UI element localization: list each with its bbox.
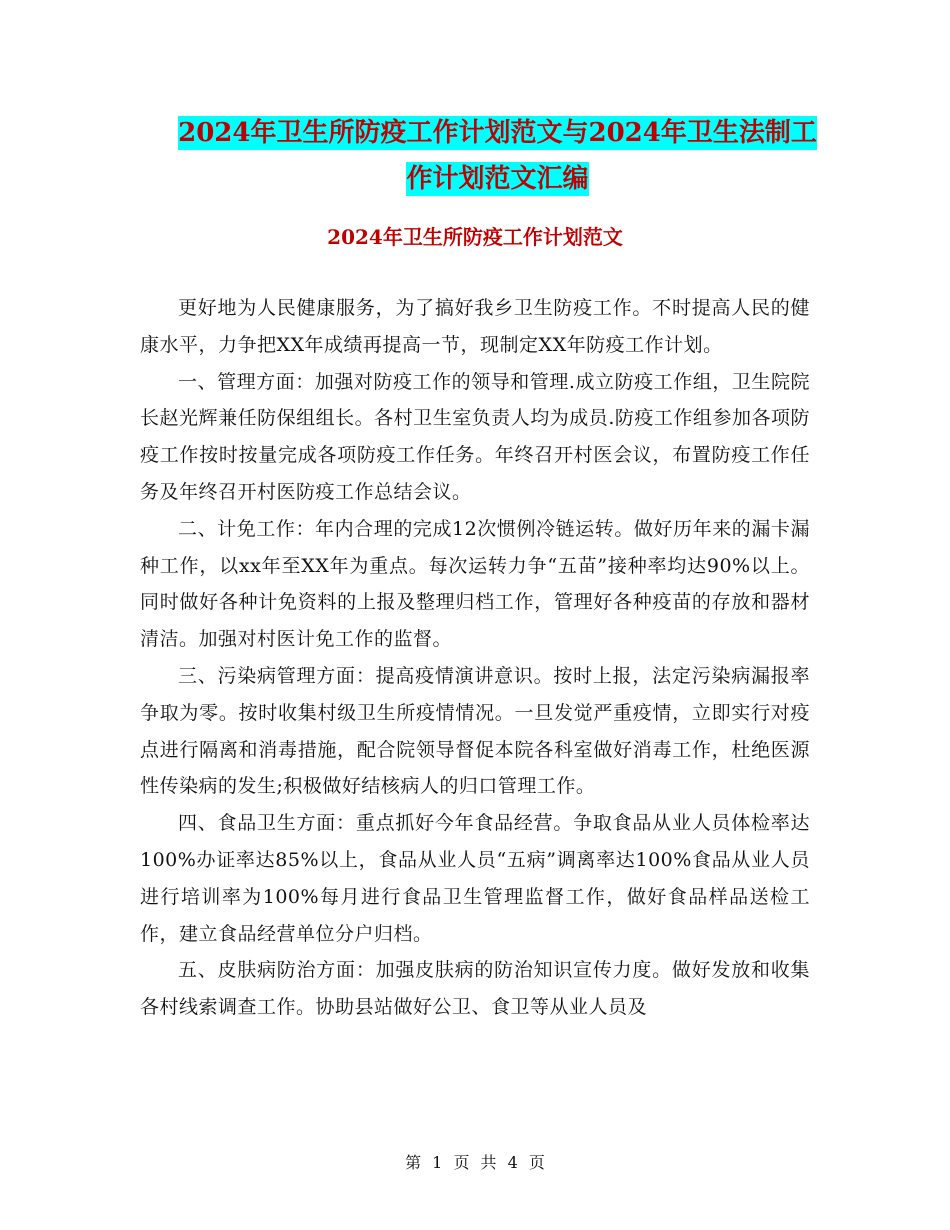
paragraph-skin-disease: 五、皮肤病防治方面：加强皮肤病的防治知识宣传力度。做好发放和收集各村线索调查工作。协助县站做好公卫、食卫等从业人员及 (140, 959, 810, 1019)
paragraph-intro: 更好地为人民健康服务，为了搞好我乡卫生防疫工作。不时提高人民的健康水平，力争把XX年成绩再提高一节，现制定XX年防疫工作计划。 (140, 297, 810, 356)
paragraph-management: 一、管理方面：加强对防疫工作的领导和管理.成立防疫工作组，卫生院院长赵光辉兼任防保组组长。各村卫生室负责人均为成员.防疫工作组参加各项防疫工作按时按量完成各项防疫工作任务。年终召开村医会议，布置防疫工作任务及年终召开村医防疫工作总结会议。 (140, 370, 810, 503)
section-title: 2024年卫生所防疫工作计划范文 (327, 225, 623, 249)
document-title (140, 110, 855, 202)
paragraph-food-hygiene: 四、食品卫生方面：重点抓好今年食品经营。争取食品从业人员体检率达100%办证率达85%以上，食品从业人员“五病”调离率达100%食品从业人员进行培训率为100%每月进行食品卫生管理监督工作，做好食品样品送检工作，建立食品经营单位分户归档。 (140, 812, 810, 945)
document-body (140, 290, 810, 1026)
page-footer: 第 1 页 共 4 页 (405, 1153, 545, 1172)
paragraph-infectious-disease: 三、污染病管理方面：提高疫情演讲意识。按时上报，法定污染病漏报率争取为零。按时收集村级卫生所疫情情况。一旦发觉严重疫情，立即实行对疫点进行隔离和消毒措施，配合院领导督促本院各科室做好消毒工作，杜绝医源性传染病的发生;积极做好结核病人的归口管理工作。 (140, 664, 810, 798)
title-line-1: 2024年卫生所防疫工作计划范文与2024年卫生法制工 (178, 118, 817, 148)
paragraph-immunization: 二、计免工作：年内合理的完成12次惯例冷链运转。做好历年来的漏卡漏种工作，以xx年至XX年为重点。每次运转力争“五苗”接种率均达90%以上。同时做好各种计免资料的上报及整理归档工作，管理好各种疫苗的存放和器材清洁。加强对村医计免工作的监督。 (140, 517, 810, 651)
title-line-2: 作计划范文汇编 (406, 164, 589, 194)
